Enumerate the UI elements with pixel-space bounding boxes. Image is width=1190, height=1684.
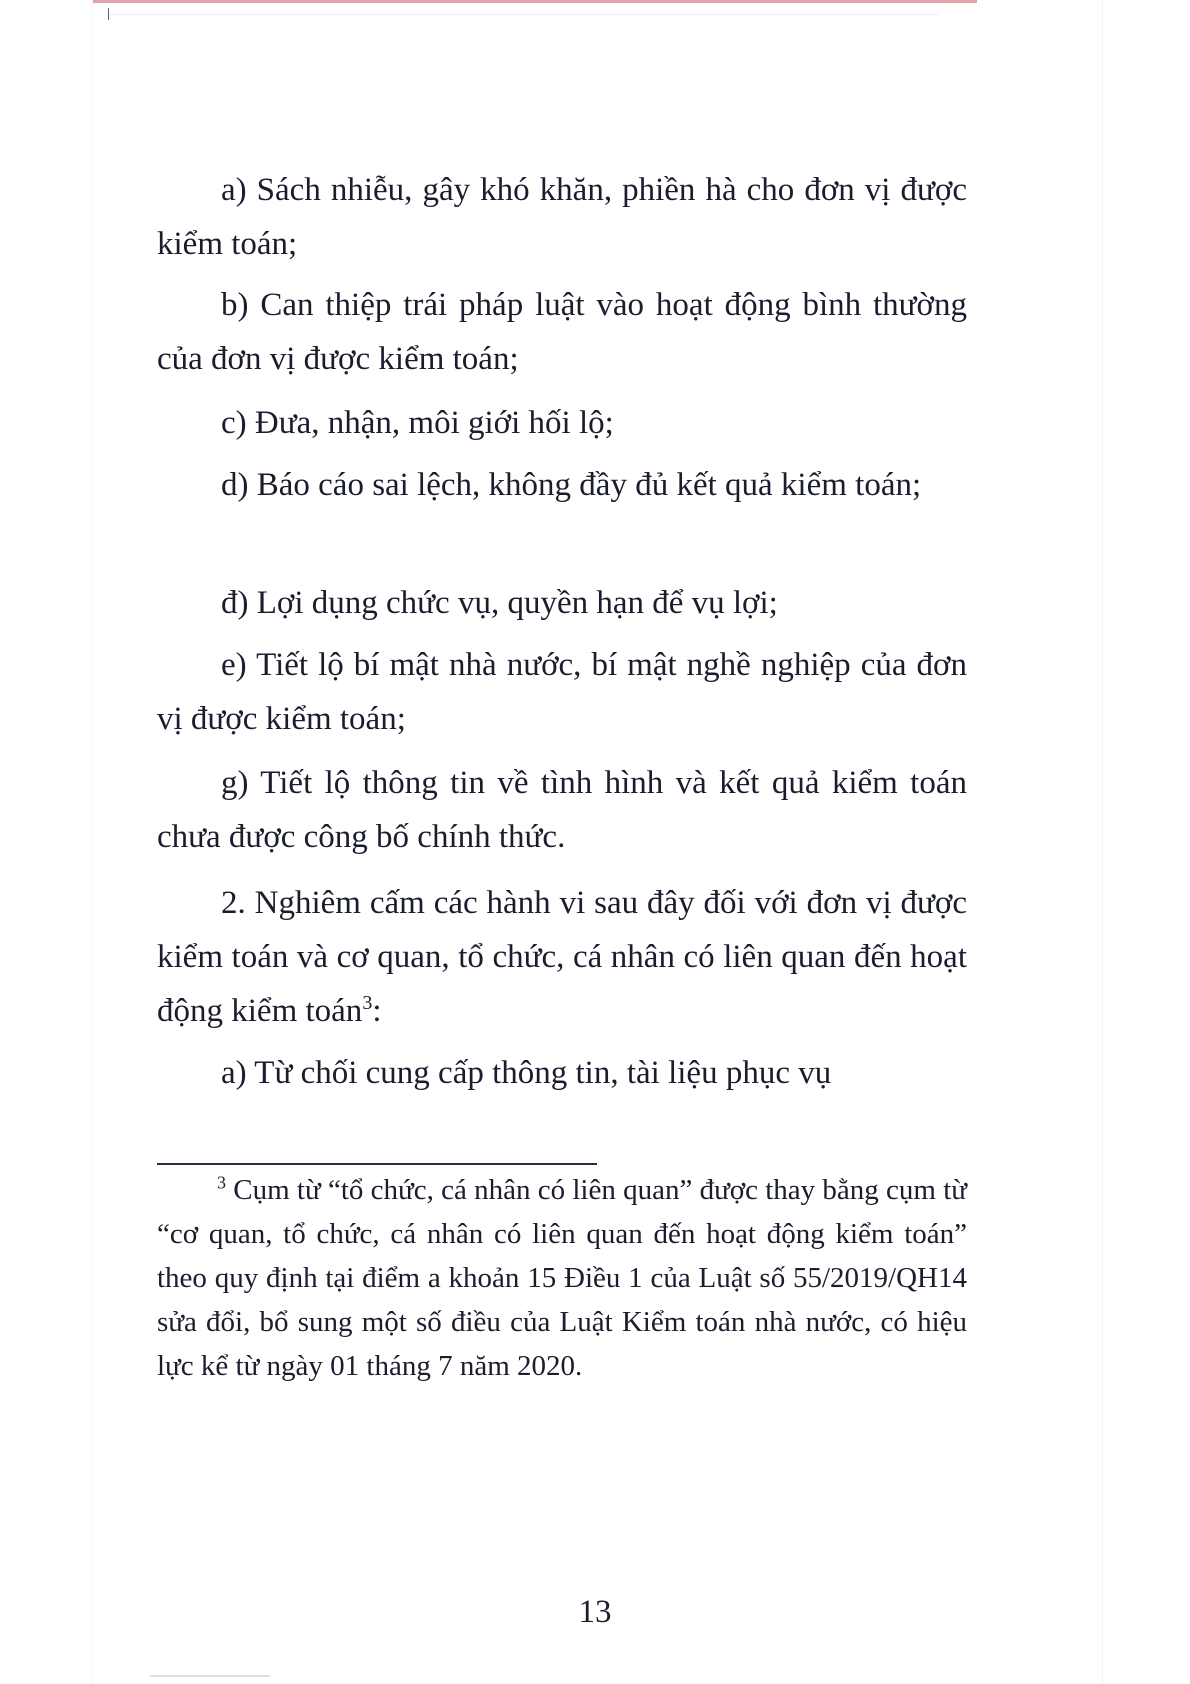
paragraph-text: 2. Nghiêm cấm các hành vi sau đây đối với đơn vị được kiểm toán và cơ quan, tổ chức, cá nhân có liên quan đến hoạt động kiểm toán	[157, 885, 967, 1029]
footnote-3	[157, 1168, 967, 1388]
footnote-separator	[157, 1163, 597, 1165]
paragraph-text: a) Từ chối cung cấp thông tin, tài liệu phục vụ	[221, 1055, 832, 1091]
paragraph-clause-2-item-a	[157, 1046, 967, 1100]
paragraph-text: đ) Lợi dụng chức vụ, quyền hạn để vụ lợi;	[221, 585, 778, 621]
paragraph-text: b) Can thiệp trái pháp luật vào hoạt động bình thường của đơn vị được kiểm toán;	[157, 287, 967, 377]
scan-top-edge	[92, 0, 977, 3]
paragraph-item-a	[157, 163, 967, 271]
paragraph-text: g) Tiết lộ thông tin về tình hình và kết quả kiểm toán chưa được công bố chính thức.	[157, 765, 967, 855]
page-edge-right	[1102, 0, 1103, 1684]
paragraph-text: c) Đưa, nhận, môi giới hối lộ;	[221, 405, 614, 441]
paragraph-item-d	[157, 458, 967, 512]
paragraph-text: e) Tiết lộ bí mật nhà nước, bí mật nghề nghiệp của đơn vị được kiểm toán;	[157, 647, 967, 737]
scan-artifact-tick	[108, 8, 109, 20]
paragraph-clause-2	[157, 876, 967, 1038]
paragraph-item-b	[157, 278, 967, 386]
scan-bottom-artifact	[150, 1675, 270, 1677]
footnote-reference: 3	[362, 992, 373, 1014]
scan-artifact-line	[108, 14, 938, 15]
page-number: 13	[578, 1594, 612, 1630]
punctuation: :	[372, 993, 382, 1029]
paragraph-item-dd	[157, 576, 967, 630]
footnote-marker: 3	[217, 1172, 226, 1193]
paragraph-item-c	[157, 396, 967, 450]
paragraph-item-g	[157, 756, 967, 864]
footnote-text: Cụm từ “tổ chức, cá nhân có liên quan” được thay bằng cụm từ “cơ quan, tổ chức, cá nhân có liên quan đến hoạt động kiểm toán” theo quy định tại điểm a khoản 15 Điều 1 của Luật số 55/2019/QH14 sửa đổi, bổ sung một số điều của Luật Kiểm toán nhà nước, có hiệu lực kể từ ngày 01 tháng 7 năm 2020.	[157, 1174, 968, 1382]
paragraph-text: a) Sách nhiễu, gây khó khăn, phiền hà cho đơn vị được kiểm toán;	[157, 172, 967, 262]
page-edge-left	[92, 0, 93, 1684]
paragraph-item-e	[157, 638, 967, 746]
paragraph-text: d) Báo cáo sai lệch, không đầy đủ kết quả kiểm toán;	[221, 467, 922, 503]
